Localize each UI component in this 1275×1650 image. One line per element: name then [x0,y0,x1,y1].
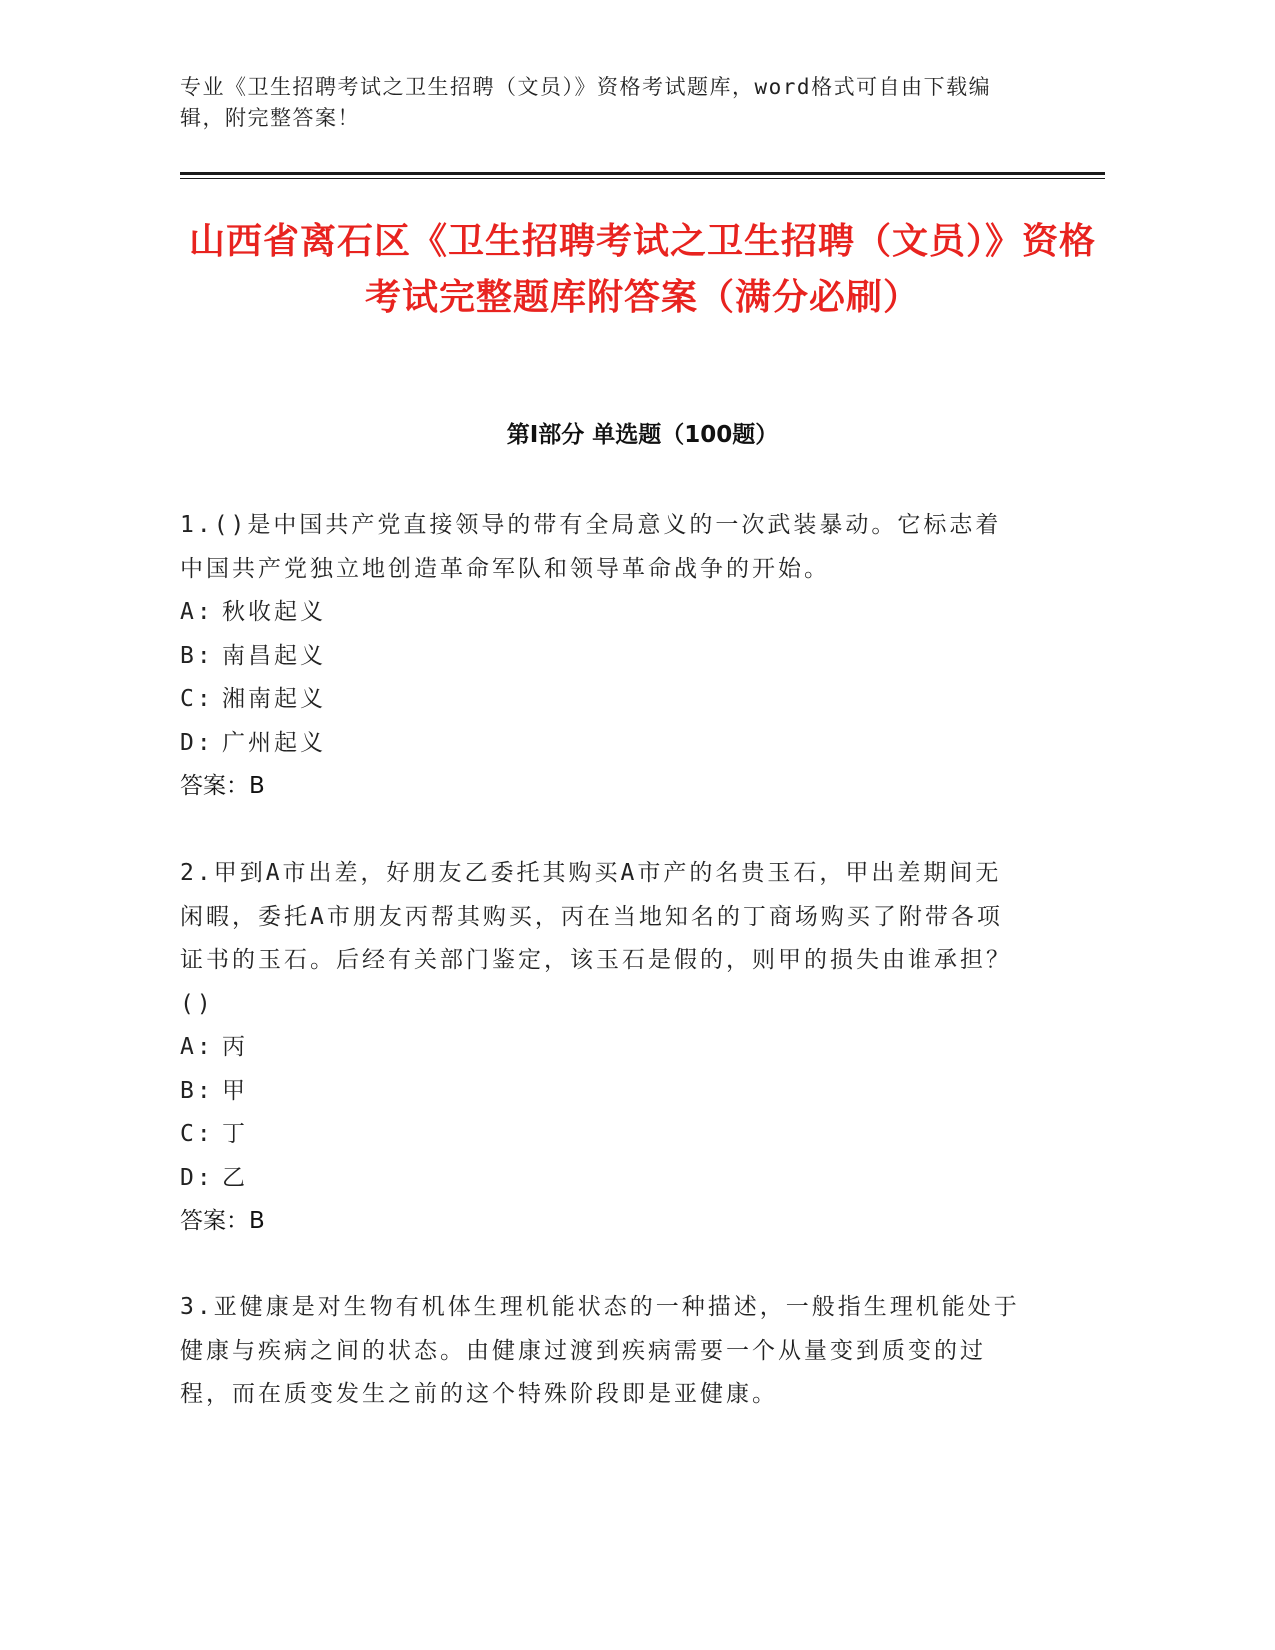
answer-line: 答案：B [180,1208,265,1234]
option-c [180,678,1020,722]
option-a [180,1026,1020,1070]
question-2 [180,852,1020,1244]
question-1 [180,504,1020,809]
document-title: 山西省离石区《卫生招聘考试之卫生招聘（文员）》资格考试完整题库附答案（满分必刷） [188,221,1096,318]
header-rule-thick [180,172,1105,175]
question-stem: 3.亚健康是对生物有机体生理机能状态的一种描述，一般指生理机能处于健康与疾病之间的状态。由健康过渡到疾病需要一个从量变到质变的过程，而在质变发生之前的这个特殊阶段即是亚健康。 [180,1294,1020,1407]
header-note: 专业《卫生招聘考试之卫生招聘（文员）》资格考试题库，word格式可自由下载编辑，附完整答案！ [180,75,992,130]
option-label: D: [180,1164,214,1191]
option-a [180,591,1020,635]
option-label: B: [180,642,214,669]
section-title: 第Ⅰ部分 单选题（100题） [506,422,779,448]
option-label: C: [180,1121,214,1147]
document-page [180,0,1105,1650]
option-text: 甲 [222,1077,248,1104]
option-b [180,635,1020,679]
option-text: 丙 [222,1034,248,1060]
question-stem: 2.甲到A市出差，好朋友乙委托其购买A市产的名贵玉石，甲出差期间无闲暇，委托A市朋友丙帮其购买，丙在当地知名的丁商场购买了附带各项证书的玉石。后经有关部门鉴定，该玉石是假的，则甲的损失由谁承担？() [180,860,1012,1017]
option-c [180,1113,1020,1157]
option-text: 乙 [222,1164,248,1191]
header-rule-thin [180,178,1105,179]
option-d [180,1157,1020,1201]
option-label: C: [180,686,214,712]
option-label: A: [180,1034,214,1060]
option-d [180,722,1020,766]
option-b [180,1070,1020,1114]
option-text: 丁 [222,1121,248,1147]
option-text: 秋收起义 [222,599,326,625]
option-text: 湘南起义 [222,686,326,712]
option-text: 广州起义 [222,729,326,756]
option-label: B: [180,1077,214,1104]
answer-line: 答案：B [180,773,265,799]
option-text: 南昌起义 [222,642,326,669]
question-3 [180,1286,1020,1417]
question-stem: 1.()是中国共产党直接领导的带有全局意义的一次武装暴动。它标志着中国共产党独立地创造革命军队和领导革命战争的开始。 [180,512,1002,582]
option-label: D: [180,729,214,756]
option-label: A: [180,599,214,625]
